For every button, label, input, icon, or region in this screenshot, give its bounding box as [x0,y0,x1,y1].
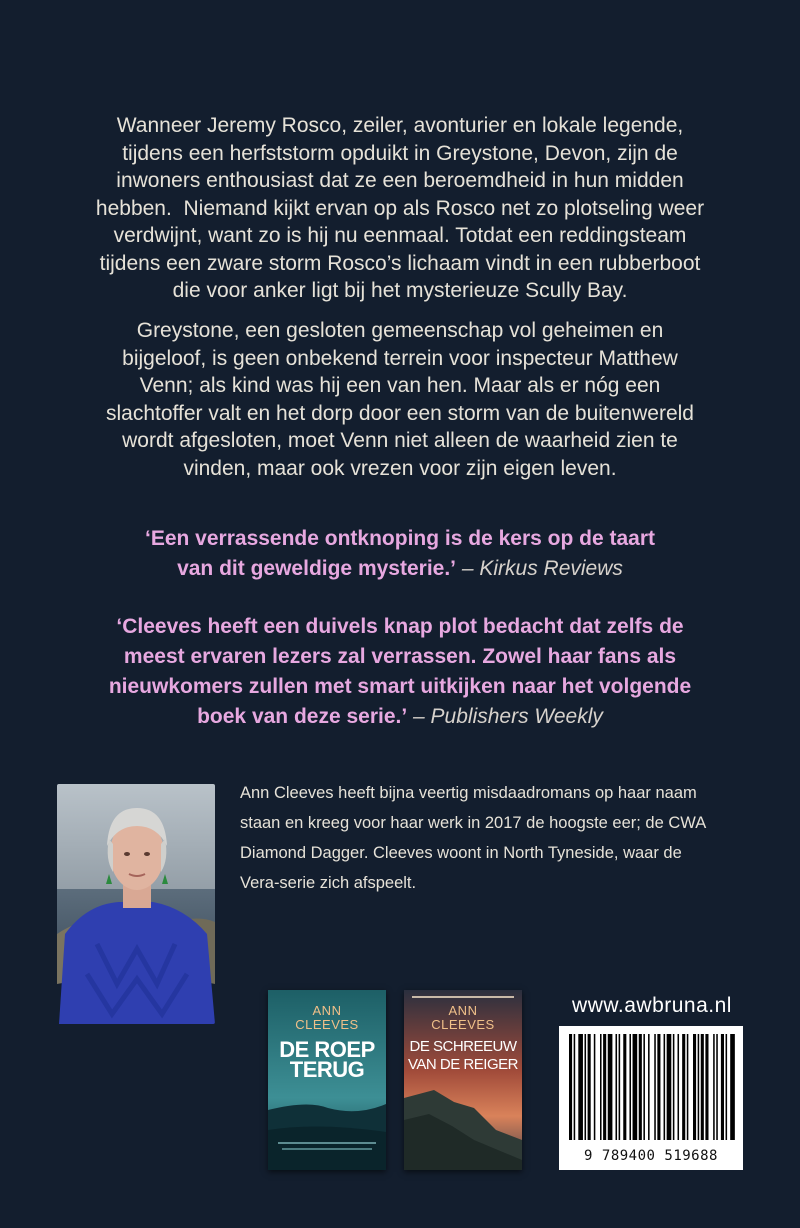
blurb-line: inwoners enthousiast dat ze een beroemdheid in hun midden [116,169,684,192]
barcode-bar [726,1034,728,1140]
book-cover-de-schreeuw-van-de-reiger [404,990,522,1170]
quote-line: meest ervaren lezers zal verrassen. Zowel haar fans als [123,645,677,668]
barcode-bar [588,1034,591,1140]
blurb-line: Venn; als kind was hij een van hen. Maar als er nóg een [139,374,661,397]
blurb-line: hebben. Niemand kijkt ervan op als Rosco net zo plotseling weer [95,196,705,220]
barcode-bar [603,1034,606,1140]
barcode-bar [629,1034,631,1140]
blurb-line: tijdens een herfststorm opduikt in Greystone, Devon, zijn de [122,141,678,165]
bio-line: Ann Cleeves heeft bijna veertig misdaadromans op haar naam [240,784,697,802]
blurb-line: verdwijnt, want zo is hij nu eenmaal. Totdat een reddingsteam [113,224,687,247]
isbn-digits: 9 789400 519688 [584,1148,718,1164]
book-author: CLEEVES [431,1017,495,1032]
book-title: VAN DE REIGER [408,1056,518,1073]
barcode-bar [578,1034,583,1140]
book-title: DE SCHREEUW [409,1038,517,1055]
quote-line: nieuwkomers zullen met smart uitkijken naar het volgende [108,675,692,698]
quote-line-with-source [70,554,730,584]
blurb-line: die voor anker ligt bij het mysterieuze Scully Bay. [172,279,628,302]
blurb-paragraph-2 [90,317,710,482]
book-author: ANN [312,1003,342,1018]
book-title: TERUG [289,1057,365,1082]
barcode-bar [730,1034,735,1140]
blurb-line: Wanneer Jeremy Rosco, zeiler, avonturier en lokale legende, [116,114,684,137]
barcode-bar [585,1034,587,1140]
review-quote-kirkus [70,524,730,584]
barcode-bar [716,1034,718,1140]
barcode-bar [574,1034,576,1140]
blurb-line: slachtoffer valt en het dorp door een storm van de buitenwereld [106,401,694,425]
barcode-bar [673,1034,675,1140]
blurb-line: Greystone, een gesloten gemeenschap vol geheimen en [136,319,664,342]
barcode-bar [623,1034,626,1140]
barcode-bar [648,1034,650,1140]
barcode-bar [698,1034,700,1140]
barcode-bar [654,1034,656,1140]
barcode-bar [721,1034,724,1140]
barcode-bar [713,1034,715,1140]
bio-line: Vera-serie zich afspeelt. [240,874,417,892]
bio-line: staan en kreeg voor haar werk in 2017 de hoogste eer; de CWA [240,814,707,832]
blurb-line: vinden, maar ook vrezen voor zijn eigen leven. [183,456,617,480]
author-photo [57,784,215,1024]
barcode-bar [600,1034,602,1140]
barcode-bar [608,1034,613,1140]
publisher-website: www.awbruna.nl [572,994,732,1017]
bio-line: Diamond Dagger. Cleeves woont in North Tyneside, waar de [240,844,682,862]
quote-source: – Publishers Weekly [407,705,603,728]
book-title: DE ROEP [279,1037,375,1062]
barcode-bar [657,1034,660,1140]
barcode-bar [705,1034,708,1140]
blurb-line: tijdens een zware storm Rosco’s lichaam vindt in een rubberboot [99,251,701,275]
barcode-bar [643,1034,645,1140]
book-author: ANN [448,1003,478,1018]
quote-line: boek van deze serie.’ [197,705,408,728]
barcode-bar [639,1034,642,1140]
isbn-barcode [559,1026,743,1170]
quote-line: ‘Een verrassende ontknoping is de kers op de taart [145,527,655,550]
barcode-bar [616,1034,618,1140]
book-author: CLEEVES [295,1017,359,1032]
barcode-bar [701,1034,704,1140]
barcode-bar [633,1034,638,1140]
blurb-line: wordt afgesloten, moet Venn niet alleen de waarheid zien te [122,429,678,452]
quote-line-with-source [70,702,730,732]
barcode-bar [667,1034,672,1140]
quote-line: van dit geweldige mysterie.’ [177,557,457,580]
quote-line: ‘Cleeves heeft een duivels knap plot bedacht dat zelfs de [116,615,684,638]
barcode-bar [682,1034,685,1140]
barcode-bar [664,1034,666,1140]
barcode-bar [693,1034,696,1140]
blurb-paragraph-1 [90,112,710,305]
quote-source: – Kirkus Reviews [456,557,623,580]
author-bio [240,778,740,898]
review-quote-publishers-weekly [70,612,730,732]
book-cover-de-roep-terug [268,990,386,1170]
barcode-bar [678,1034,680,1140]
barcode-bar [619,1034,621,1140]
barcode-bar [687,1034,689,1140]
blurb-line: bijgeloof, is geen onbekend terrein voor inspecteur Matthew [122,346,678,370]
barcode-bar [594,1034,596,1140]
barcode-bar [569,1034,572,1140]
